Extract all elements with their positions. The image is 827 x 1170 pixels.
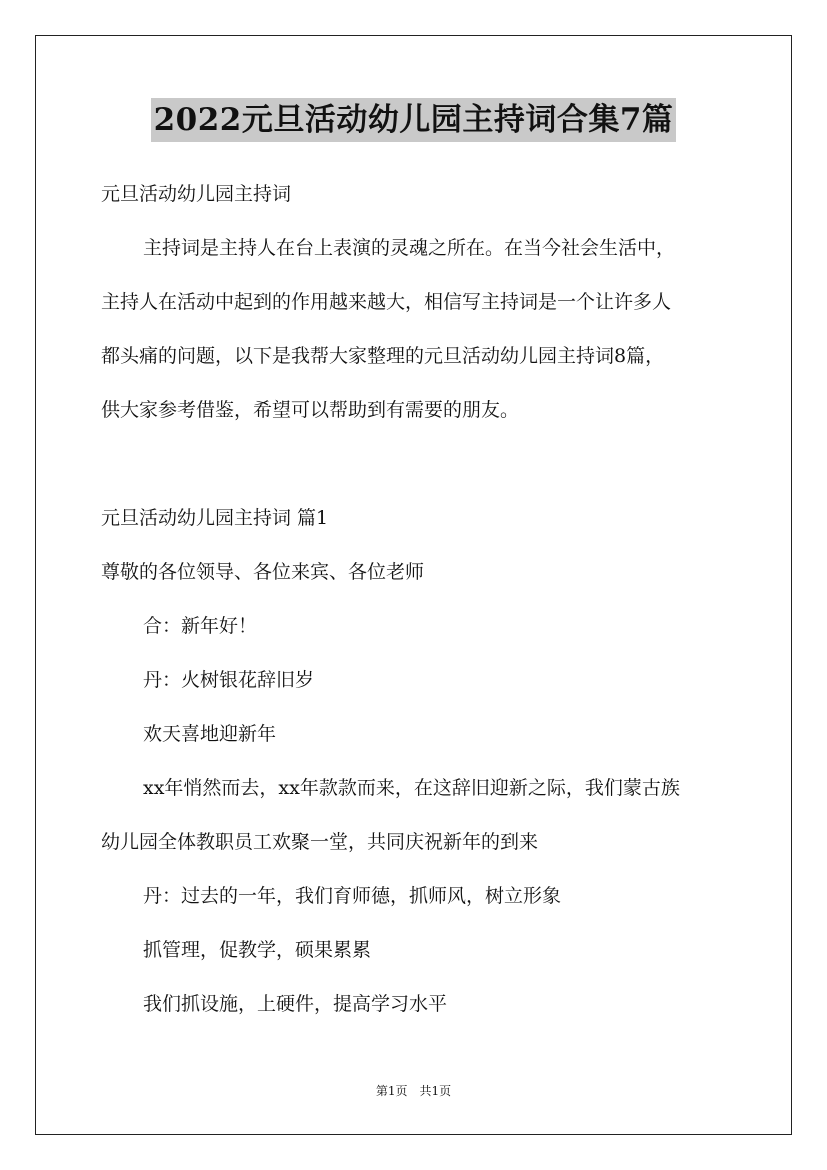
script-line: 欢天喜地迎新年 — [143, 723, 277, 745]
intro-line-2: 主持人在活动中起到的作用越来越大，相信写主持词是一个让许多人 — [101, 291, 672, 313]
part1-heading: 元旦活动幼儿园主持词 篇1 — [101, 507, 329, 529]
script-line: 抓管理，促教学，硕果累累 — [143, 939, 372, 961]
page-number: 第1页 — [375, 1084, 408, 1098]
intro-line-3: 都头痛的问题，以下是我帮大家整理的元旦活动幼儿园主持词8篇， — [101, 345, 665, 367]
intro-line-1: 主持词是主持人在台上表演的灵魂之所在。在当今社会生活中， — [143, 237, 676, 259]
script-line: 幼儿园全体教职员工欢聚一堂，共同庆祝新年的到来 — [101, 831, 539, 853]
page-footer — [0, 1083, 827, 1099]
page-total: 共1页 — [419, 1084, 452, 1098]
title-container — [0, 98, 827, 142]
script-line: 丹：过去的一年，我们育师德，抓师风，树立形象 — [143, 885, 562, 907]
script-line: 我们抓设施，上硬件，提高学习水平 — [143, 993, 448, 1015]
script-line: 合：新年好！ — [143, 615, 258, 637]
script-line: xx年悄然而去，xx年款款而来，在这辞旧迎新之际，我们蒙古族 — [143, 777, 680, 799]
document-title: 2022元旦活动幼儿园主持词合集7篇 — [151, 98, 677, 142]
intro-line-4: 供大家参考借鉴，希望可以帮助到有需要的朋友。 — [101, 399, 520, 421]
part1-greeting: 尊敬的各位领导、各位来宾、各位老师 — [101, 561, 425, 583]
section-heading: 元旦活动幼儿园主持词 — [101, 183, 292, 205]
script-line: 丹：火树银花辞旧岁 — [143, 669, 315, 691]
